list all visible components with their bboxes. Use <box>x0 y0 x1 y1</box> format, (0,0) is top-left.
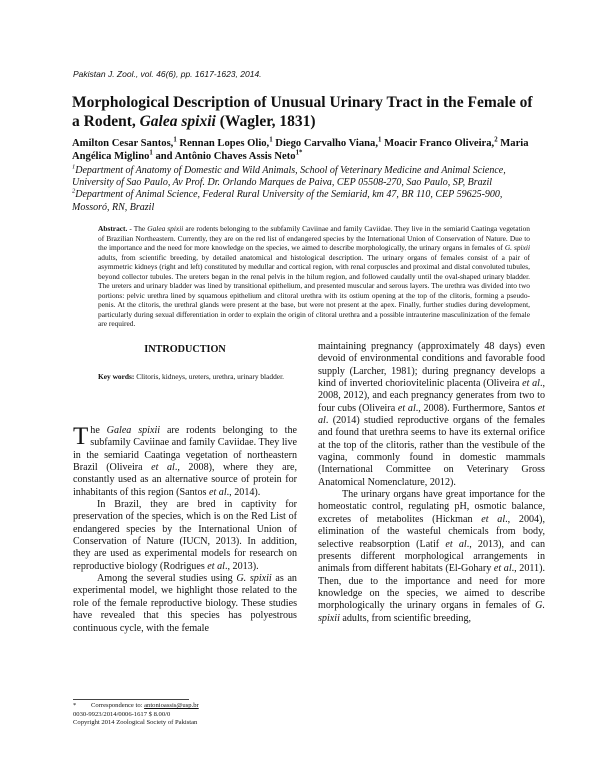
author-affil-mark: 1 <box>173 136 177 144</box>
paragraph <box>73 425 297 499</box>
affiliations <box>72 165 542 214</box>
text: ., 2008). Furthermore, Santos <box>415 402 538 414</box>
abstract-text: adults, from scientific breeding, by detailed anatomical and histological description. The urinary organs of females consist of a pair of asymmetric kidneys (right and left) constituted by medullar and cortical region, with renal corpuscles and proximal and distal convoluted tubules, beyond collector tubules. The ureters began in the renal pelvis in the hilum region, and followed caudally until the oval-shaped urinary bladder. The ureters and urinary bladder was lined by transitional epithelium, and presented muscular and serous layers. The urethra was divided into two portions: pelvic urethra lined by squamous epithelium and clitoral urethra with its ostium opening at the top of the clitoris, forming a pseudo-penis. At the clitoris, the urethral glands were present at the base, but were not present at the apex. Finally, further studies during development, particularly during sexual differentiation in order to explain the origin of clitoral urethra and a possible intrauterine masculinization of the female are required. <box>98 252 530 329</box>
journal-citation: Pakistan J. Zool., vol. 46(6), pp. 1617-1623, 2014. <box>73 69 262 79</box>
section-heading-introduction: INTRODUCTION <box>144 344 226 355</box>
et-al: et al <box>318 402 545 427</box>
et-al: et al <box>151 462 175 474</box>
abstract-text: are rodents belonging to the subfamily Caviinae and family Caviidae. They live in the semiarid Caatinga vegetation of Brazilian Northeastern. Currently, they are on the red list of endangered species by the International Union of Conservation of Nature. Due to the importance and the need for more knowledge on the species, we aimed to describe morphologically, the urinary organs in females of <box>98 224 531 253</box>
et-al: et al <box>493 563 512 575</box>
affil-text: Department of Animal Science, Federal Rural University of the Semiarid, km 47, BR 110, CEP 59625-900, Mossoró, RN, Brazil <box>72 189 503 213</box>
et-al: et al <box>445 538 467 550</box>
text: ., 2008, 2012), and each pregnancy generates from two to four cubs (Oliveira <box>318 378 545 414</box>
title-text-part1: Morphological Description of Unusual Urinary Tract in the Female of a Rodent, <box>72 94 533 130</box>
right-column <box>318 341 545 625</box>
text: ., 2004), elimination of the wasteful chemicals from body, selective reabsorption (Latif <box>318 513 545 550</box>
species: G. spixii <box>318 600 545 624</box>
author-affil-mark: 1 <box>378 136 382 144</box>
affil-mark: 1 <box>72 163 76 171</box>
copyright: Copyright 2014 Zoological Society of Pakistan <box>73 719 198 727</box>
et-al: et al <box>397 402 416 414</box>
text: as an experimental model, we highlight those related to the role of the female reproductive biology. These studies have revealed that this species has polyestrous continuous cycle, with the female <box>73 573 297 634</box>
paragraph <box>318 489 545 625</box>
keywords-text: Clitoris, kidneys, ureters, urethra, urinary bladder. <box>134 372 284 381</box>
species: G. spixii <box>236 573 272 585</box>
abstract-label: Abstract. <box>98 224 128 233</box>
affiliation-1 <box>72 165 542 189</box>
issn-code: 0030-9923/2014/0006-1617 $ 8.00/0 <box>73 710 171 718</box>
drop-cap: T <box>73 423 89 450</box>
author-affil-mark: 1 <box>269 136 273 144</box>
abstract <box>98 224 530 329</box>
paper-title <box>72 93 542 131</box>
author: Amilton Cesar Santos, <box>72 138 174 149</box>
affiliation-2 <box>72 189 542 213</box>
correspondence-label: Correspondence to: <box>91 702 145 709</box>
title-text-part2: (Wagler, 1831) <box>215 113 316 130</box>
et-al: et al <box>481 513 506 525</box>
text: adults, from scientific breeding, <box>339 612 472 624</box>
abstract-species: G. spixii <box>504 243 530 253</box>
et-al: et al <box>522 378 540 390</box>
text: Among the several studies using <box>97 573 237 585</box>
text: he <box>90 425 107 436</box>
author-list <box>72 137 542 163</box>
author-affil-mark: 1 <box>149 149 153 157</box>
text: ., 2013). <box>224 560 259 572</box>
left-column <box>73 425 297 635</box>
text: . (2014) studied reproductive organs of the females and found that urethra seems to have its external orifice at the top of the clitoris, rather than the vestibule of the vagina, commonly found in domestic mammals (International Committee on Veterinary Gross Anatomical Nomenclature, 2012). <box>318 415 545 488</box>
text: ., 2013), and can presents different morphological arrangements in animals from different habitats (El-Gohary <box>318 538 545 575</box>
author-affil-mark: 1* <box>295 149 303 157</box>
author: and Antônio Chaves Assis Neto <box>152 151 296 162</box>
paragraph <box>318 341 545 489</box>
text: ., 2008), where they are, constantly used as an alternative source of protein for inhabitants of this region (Santos <box>73 462 297 498</box>
title-species: Galea spixii <box>139 113 216 130</box>
author: Rennan Lopes Olio, <box>176 138 270 149</box>
paragraph <box>73 573 297 635</box>
et-al: et al <box>207 560 225 572</box>
text: ., 2011). Then, due to the importance and need for more knowledge on the species, we aimed to describe morphologically the urinary organs in females of <box>318 563 545 612</box>
footnotes <box>73 702 303 728</box>
footnote-star: * <box>73 702 77 709</box>
abstract-species: Galea spixii <box>147 224 184 233</box>
species: Galea spixii <box>106 425 161 436</box>
paragraph <box>73 499 297 573</box>
affil-mark: 2 <box>72 188 76 196</box>
affil-text: Department of Anatomy of Domestic and Wild Animals, School of Veterinary Medicine and Animal Science, University of Sao Paulo, Av Prof. Dr. Orlando Marques de Paiva, CEP 05508-270, Sao Paulo, SP, Brazil <box>72 165 506 189</box>
author-affil-mark: 2 <box>494 136 498 144</box>
author: Maria Angélica Miglino <box>72 138 529 162</box>
text: In Brazil, they are bred in captivity for preservation of the species, which is on the Red List of endangered species by the International Union of Conservation of Nature (IUCN, 2013). In addition, they are used as experimental models for research on reproductive biology (Rodrigues <box>73 499 297 572</box>
text: maintaining pregnancy (approximately 48 days) even devoid of environmental conditions and favorable food supply (Larcher, 1981); during pregnancy develops a kind of inverted choriovitelinic placenta (Oliveira <box>318 341 545 390</box>
correspondence-email[interactable]: antonioassis@usp.br <box>144 702 199 709</box>
author: Diego Carvalho Viana, <box>272 138 378 149</box>
author: Moacir Franco Oliveira, <box>381 138 495 149</box>
abstract-text: - The <box>127 224 148 233</box>
et-al: et al <box>208 486 227 498</box>
correspondence-line <box>73 702 303 711</box>
text: The urinary organs have great importance for the homeostatic control, regulating pH, osmotic balance, excretes of metabolites (Hickman <box>318 489 545 525</box>
keywords-label: Key words: <box>98 372 135 381</box>
footnote-divider <box>73 699 189 700</box>
text: are rodents belonging to the subfamily Caviinae and family Caviidae. They live in the semiarid Caatinga vegetation of northeastern Brazil (Oliveira <box>73 425 297 474</box>
text: ., 2014). <box>226 486 261 498</box>
